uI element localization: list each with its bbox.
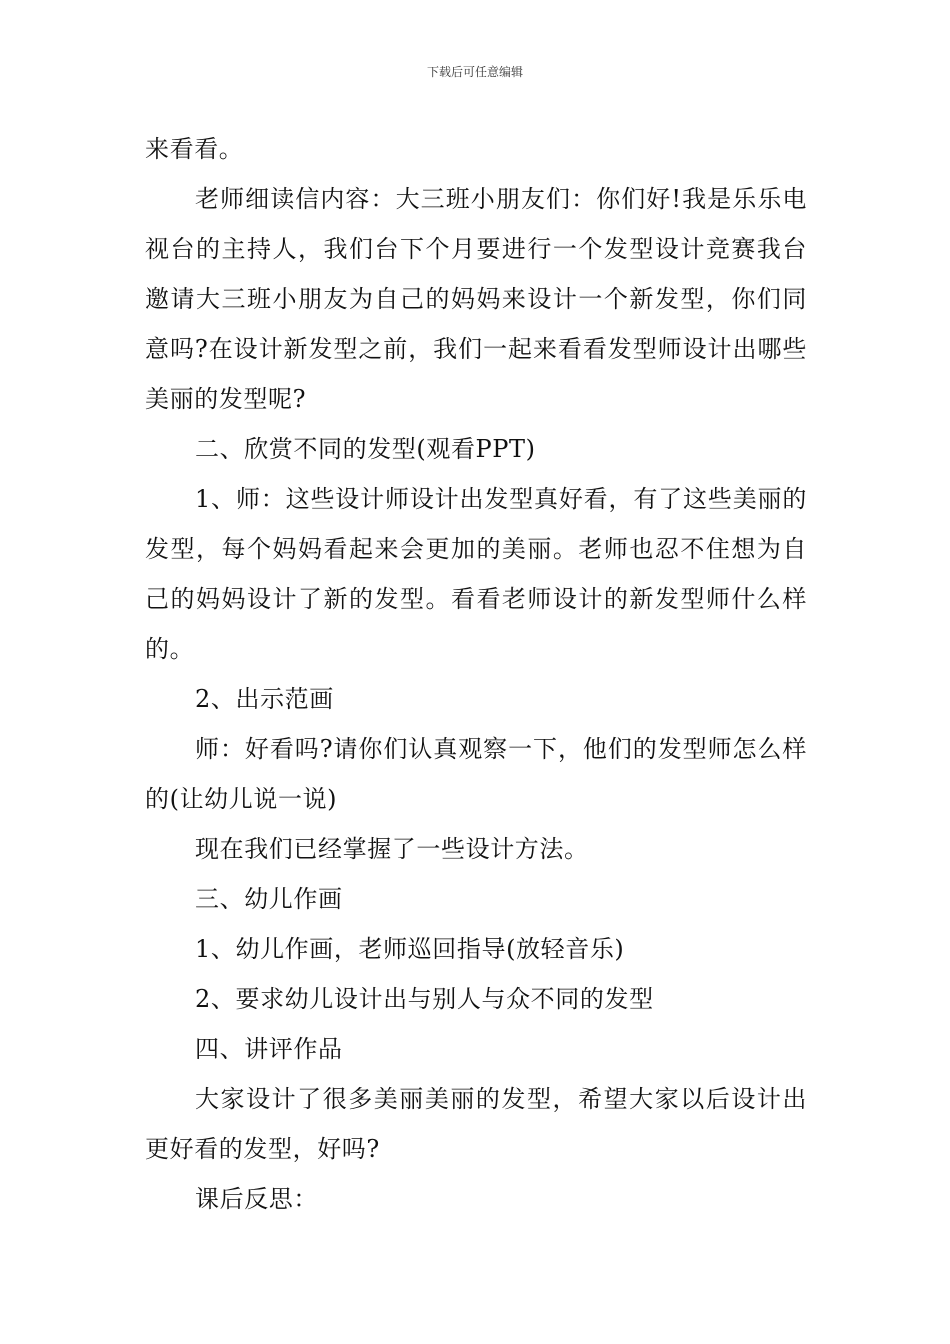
list-item-drawing: 1、幼儿作画，老师巡回指导(放轻音乐) <box>195 935 625 963</box>
section-heading-4: 四、讲评作品 <box>195 1035 343 1063</box>
paragraph-teacher-2: 师：好看吗?请你们认真观察一下，他们的发型师怎么样的(让幼儿说一说) <box>145 735 807 813</box>
section-heading-3: 三、幼儿作画 <box>195 885 343 913</box>
list-item-requirement: 2、要求幼儿设计出与别人与众不同的发型 <box>195 985 654 1013</box>
document-body <box>145 124 807 1224</box>
paragraph-methods: 现在我们已经掌握了一些设计方法。 <box>195 835 589 863</box>
section-heading-2: 二、欣赏不同的发型(观看PPT) <box>195 435 536 463</box>
list-item-show-sample: 2、出示范画 <box>195 685 334 713</box>
paragraph-teacher-1: 1、师：这些设计师设计出发型真好看，有了这些美丽的发型，每个妈妈看起来会更加的美丽。老师也忍不住想为自己的妈妈设计了新的发型。看看老师设计的新发型师什么样的。 <box>145 485 807 663</box>
page-header-note: 下载后可任意编辑 <box>426 65 523 79</box>
paragraph-letter: 老师细读信内容：大三班小朋友们：你们好!我是乐乐电视台的主持人，我们台下个月要进行一个发型设计竞赛我台邀请大三班小朋友为自己的妈妈来设计一个新发型，你们同意吗?在设计新发型之前，我们一起来看看发型师设计出哪些美丽的发型呢? <box>145 185 807 413</box>
paragraph-summary: 大家设计了很多美丽美丽的发型，希望大家以后设计出更好看的发型，好吗? <box>145 1085 807 1163</box>
paragraph-reflection-heading: 课后反思： <box>195 1185 318 1213</box>
paragraph-continuation: 来看看。 <box>145 135 244 163</box>
